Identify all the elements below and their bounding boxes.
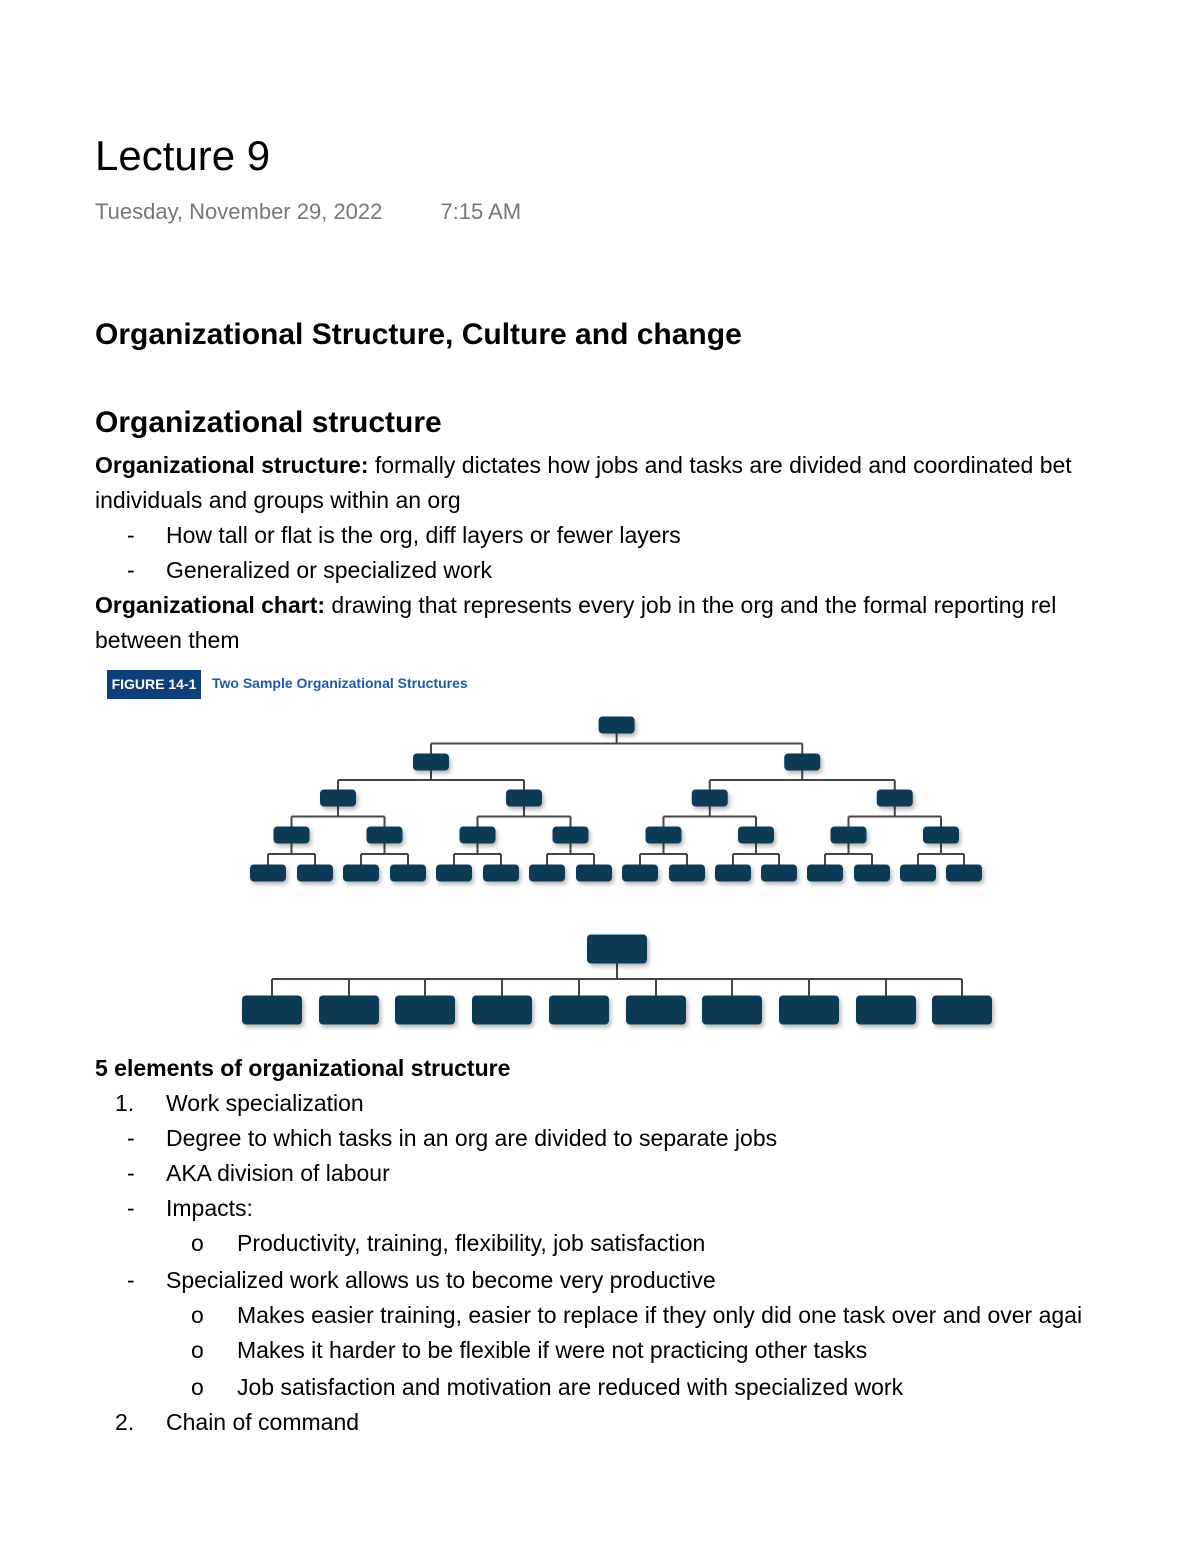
tall-structure-box (669, 865, 705, 882)
tall-structure-box (831, 827, 867, 844)
tall-structure-box (738, 827, 774, 844)
tall-structure-box (877, 790, 913, 807)
definition-structure-continuation: individuals and groups within an org (95, 487, 461, 513)
figure-badge: FIGURE 14-1 (107, 670, 201, 699)
flat-structure-box (472, 996, 532, 1025)
tall-structure-box (761, 865, 797, 882)
circle-marker: o (191, 1337, 204, 1363)
definition-structure (95, 452, 1072, 479)
dash-marker: - (127, 1160, 135, 1186)
dash-marker: - (127, 1267, 135, 1293)
tall-structure-box (900, 865, 936, 882)
flat-structure-box (856, 996, 916, 1025)
flat-structure-box (779, 996, 839, 1025)
tall-structure-box (274, 827, 310, 844)
flat-structure-manager-box (587, 935, 647, 964)
tall-structure-box (413, 754, 449, 771)
tall-structure-box (250, 865, 286, 882)
circle-marker: o (191, 1302, 204, 1328)
circle-marker: o (191, 1230, 204, 1256)
definition-chart (95, 592, 1056, 619)
tall-structure-box (297, 865, 333, 882)
flat-structure-box (626, 996, 686, 1025)
dash-marker: - (127, 522, 135, 548)
page-date: Tuesday, November 29, 2022 (95, 199, 383, 224)
dash-marker: - (127, 557, 135, 583)
tall-structure-box (506, 790, 542, 807)
bullet-item: Generalized or specialized work (166, 557, 492, 583)
sub-bullet-item: Makes it harder to be flexible if were not practicing other tasks (237, 1337, 868, 1363)
flat-structure-box (702, 996, 762, 1025)
bullet-item: AKA division of labour (166, 1160, 390, 1186)
definition-text: drawing that represents every job in the org and the formal reporting rel (325, 592, 1057, 618)
list-item: Chain of command (166, 1409, 360, 1435)
definition-term: Organizational structure: (95, 452, 369, 478)
bullet-item: Degree to which tasks in an org are divided to separate jobs (166, 1125, 778, 1151)
tall-structure-box (715, 865, 751, 882)
tall-structure-box (576, 865, 612, 882)
flat-structure-box (932, 996, 992, 1025)
tall-structure-box (367, 827, 403, 844)
sub-bullet-item: Productivity, training, flexibility, job satisfaction (237, 1230, 706, 1256)
figure-caption: Two Sample Organizational Structures (212, 675, 468, 691)
tall-structure-box (460, 827, 496, 844)
sub-bullet-item: Job satisfaction and motivation are reduced with specialized work (237, 1374, 904, 1400)
tall-structure-box (483, 865, 519, 882)
page-time: 7:15 AM (440, 199, 522, 224)
sub-bullet-item: Makes easier training, easier to replace if they only did one task over and over agai (237, 1302, 1083, 1328)
flat-structure-box (549, 996, 609, 1025)
dash-marker: - (127, 1125, 135, 1151)
tall-structure-box (923, 827, 959, 844)
tall-structure-box (599, 717, 635, 734)
flat-structure-box (242, 996, 302, 1025)
tall-structure-box (854, 865, 890, 882)
definition-chart-continuation: between them (95, 627, 240, 653)
definition-text: formally dictates how jobs and tasks are divided and coordinated bet (368, 452, 1072, 478)
definition-term: Organizational chart: (95, 592, 326, 618)
tall-structure-box (529, 865, 565, 882)
section-heading: Organizational Structure, Culture and change (95, 318, 742, 351)
subsection-heading: Organizational structure (95, 406, 442, 439)
list-number: 2. (115, 1409, 135, 1435)
tall-structure-box (622, 865, 658, 882)
tall-structure-box (646, 827, 682, 844)
flat-structure-box (319, 996, 379, 1025)
bullet-item: Specialized work allows us to become very productive (166, 1267, 716, 1293)
dash-marker: - (127, 1195, 135, 1221)
flat-structure-box (395, 996, 455, 1025)
page-meta (95, 199, 521, 225)
bullet-item: How tall or flat is the org, diff layers or fewer layers (166, 522, 681, 548)
tall-structure-box (436, 865, 472, 882)
tall-structure-box (692, 790, 728, 807)
page-title: Lecture 9 (95, 132, 271, 179)
bullet-item: Impacts: (166, 1195, 253, 1221)
tall-structure-box (553, 827, 589, 844)
list-item: Work specialization (166, 1090, 364, 1116)
tall-structure-box (320, 790, 356, 807)
list-number: 1. (115, 1090, 135, 1116)
tall-structure-box (784, 754, 820, 771)
tall-structure-box (343, 865, 379, 882)
tall-structure-box (946, 865, 982, 882)
elements-heading: 5 elements of organizational structure (95, 1055, 511, 1081)
org-chart-figure (0, 700, 1200, 1045)
circle-marker: o (191, 1374, 204, 1400)
tall-structure-box (390, 865, 426, 882)
tall-structure-box (807, 865, 843, 882)
